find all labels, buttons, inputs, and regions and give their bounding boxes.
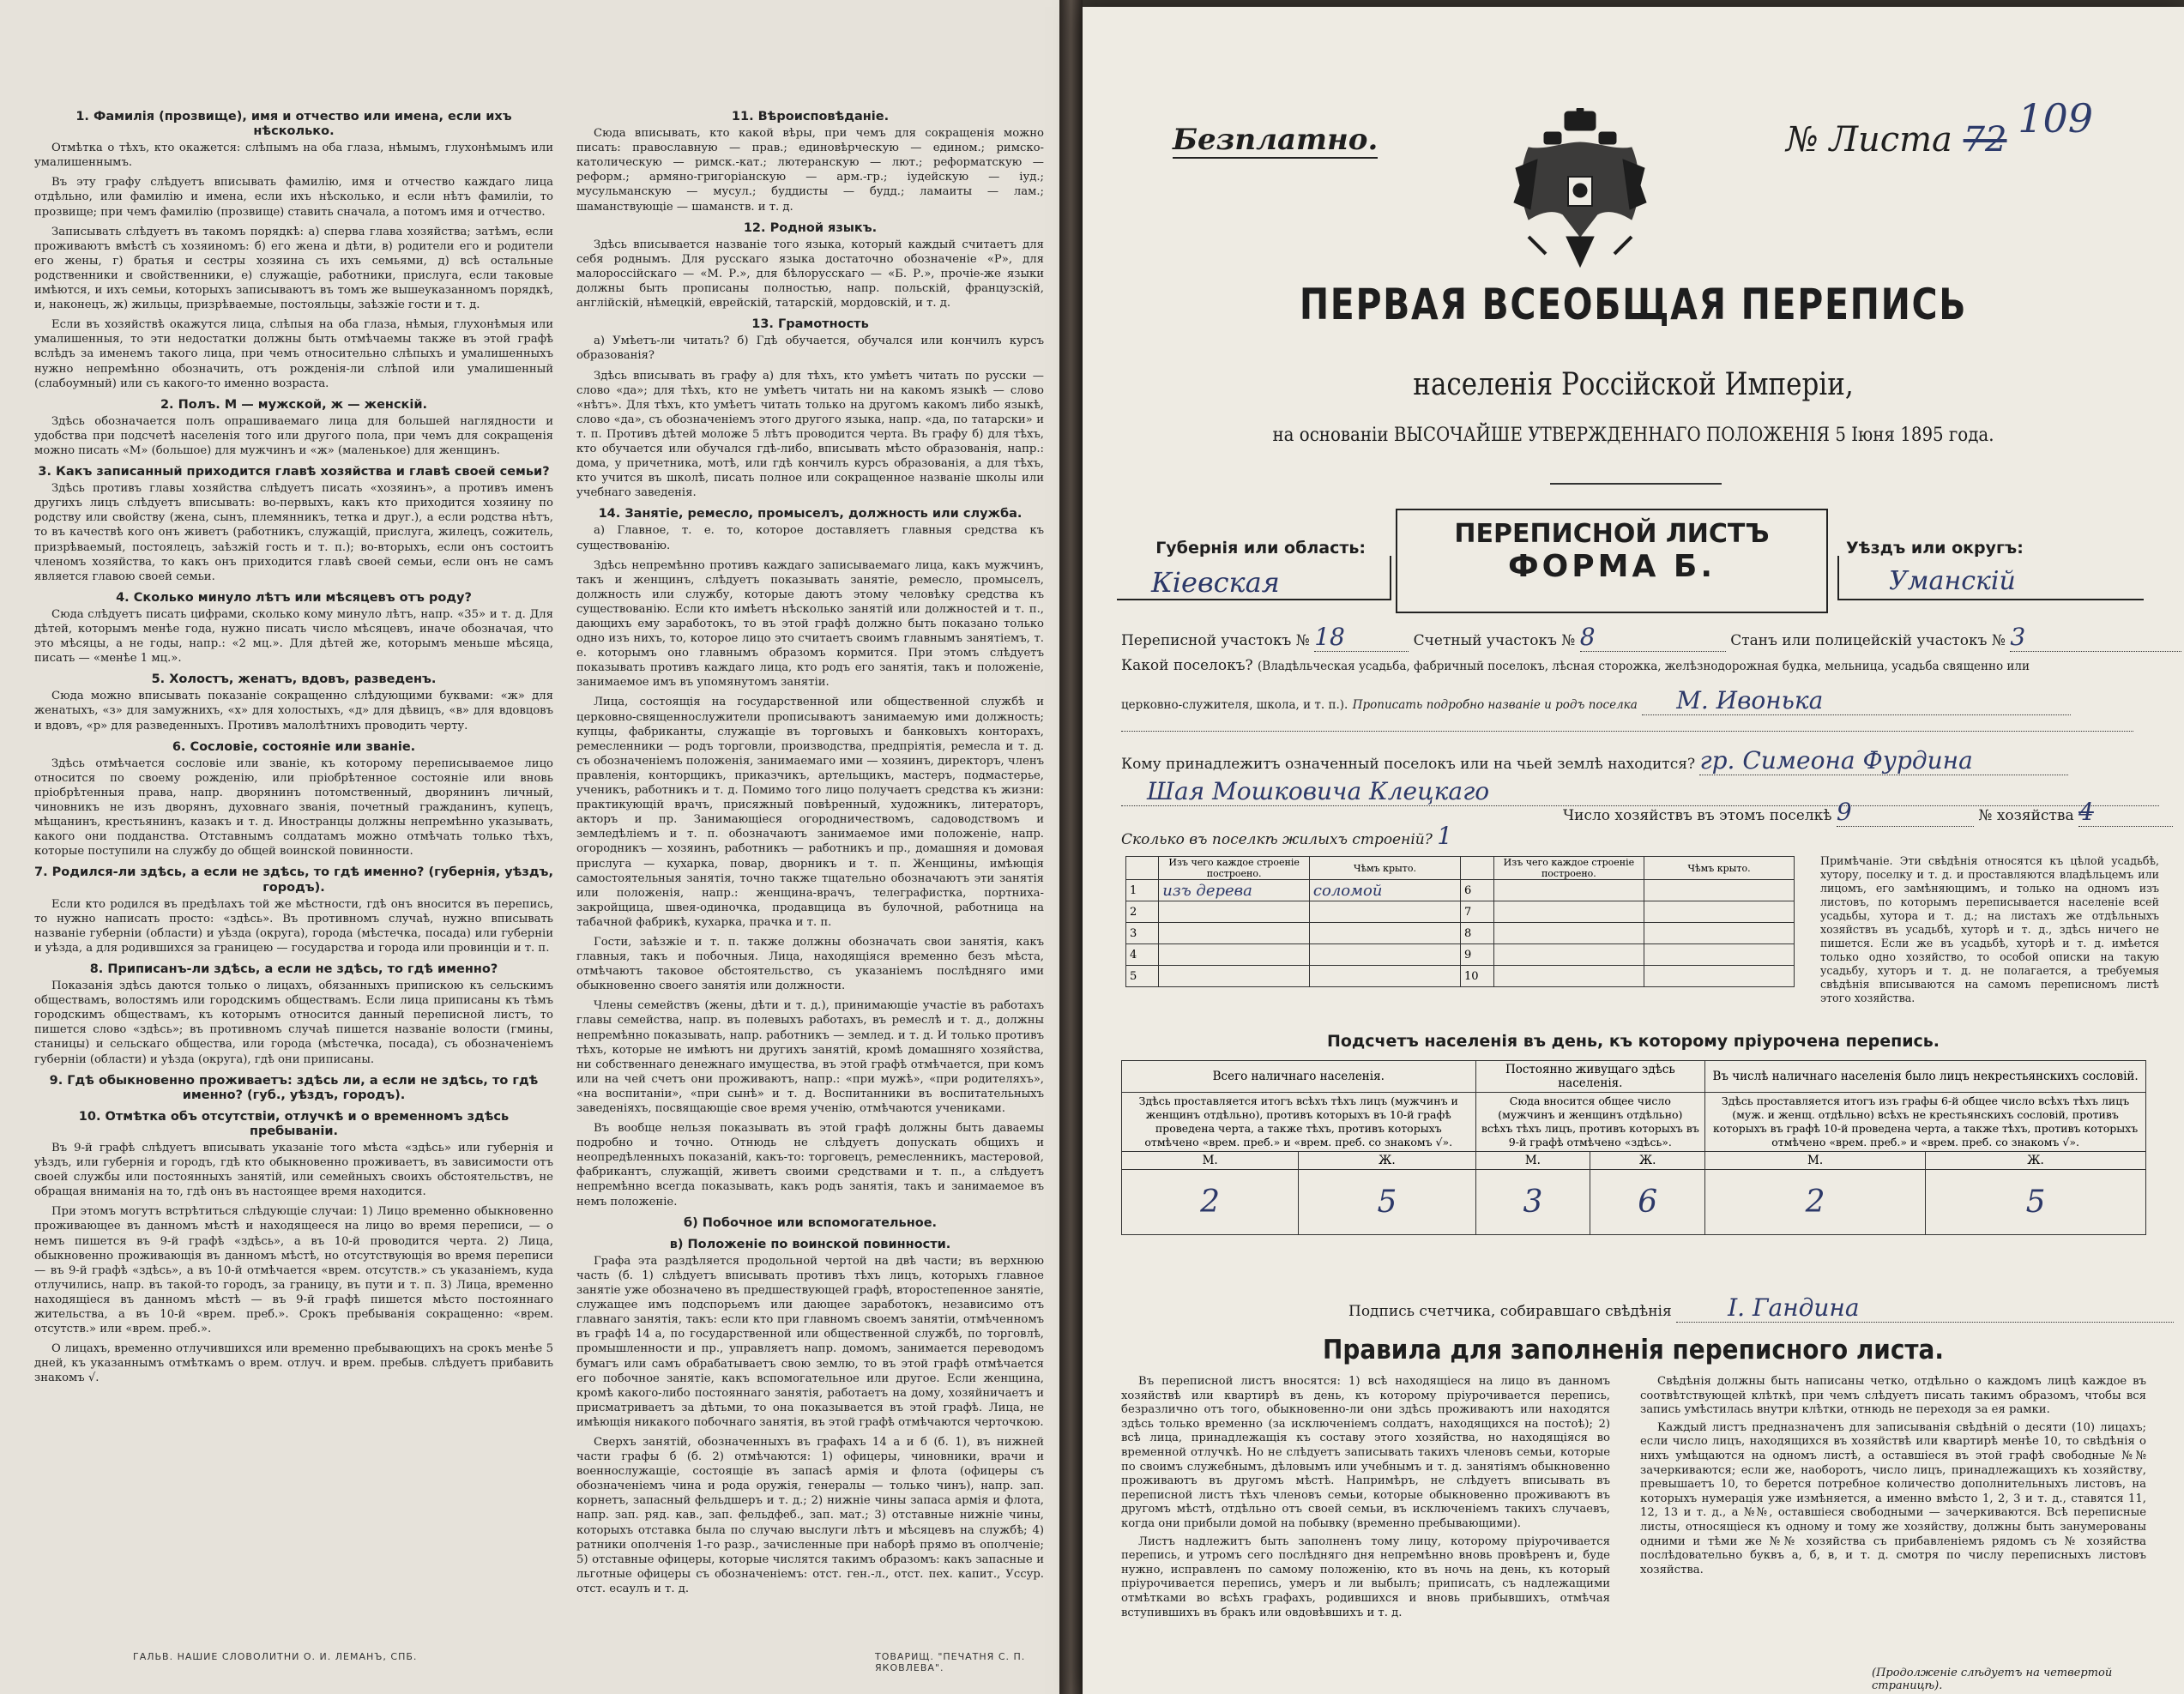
rule-paragraph: Свѣдѣнія должны быть написаны четко, отдѣльно о каждомъ лицѣ каждое въ соотвѣтствующей клѣткѣ, при чемъ слѣдуетъ писать такимъ образомъ, чтобы вся запись умѣстилась внутри клѣтки, отнюдь не переходя за ея рамки. [1640,1375,2146,1417]
paragraph: Сверхъ занятій, обозначенныхъ въ графахъ 14 а и б (б. 1), въ нижней части графы б (б. 2) отмѣчаются: 1) офицеры, чиновники, врачи и военнослужащіе, состоящіе въ запасѣ армія и флота (офицеры съ обозначеніемъ чина и рода оружія, генералы — только чинъ), напр. зап. корнетъ, запасный фельдшеръ и т. д.; 2) нижніе чины запаса армія и флота, напр. зап. ряд. кав., зап. фельдфеб., зап. мат.; 3) отставные нижніе чины, которыхъ отставка была по случаю выслуги лѣтъ и мѣсяцевъ на службѣ; 4) ратники ополченія 1-го разр., зачисленные при наборѣ прямо въ ополченіе; 5) отставные офицеры, которые числятся такимъ образомъ: какъ запасные и льготные офицеры съ обозначеніемъ: отст. ген.-л., отст. пех. капит., Уссур. отст. есаулъ и т. д. [576,1435,1044,1595]
printer-footer-left: ГАЛЬВ. НАШИЕ СЛОВОЛИТНИ О. И. ЛЕМАНЪ, СПБ. [133,1651,418,1662]
section-heading: б) Побочное или вспомогательное. [683,1215,938,1230]
count-permanent-female: 6 [1590,1170,1705,1235]
household-no-value: 4 [2078,798,2173,827]
building-roof: соломой [1309,880,1460,901]
signature-label: Подпись счетчика, собиравшаго свѣдѣнія [1348,1303,1672,1320]
count-desc-permanent: Сюда вносится общее число (мужчинъ и женщинъ отдѣльно) всѣхъ тѣхъ лицъ, противъ которыхъ въ 9-й графѣ отмѣчено «здѣсь». [1475,1093,1705,1152]
rule-paragraph: Листъ надлежитъ быть заполненъ тому лицу, которому пріурочивается перепись, и утромъ сего послѣдняго дня непремѣнно вновь провѣренъ и, буде нужно, исправленъ по самому положенію, кто въ ночь на день, къ который пріурочивается перепись, умеръ и ли выбылъ; приписать, съ надлежащими отмѣтками во всѣхъ графахъ, родившихся и вновь прибывшихъ, отмѣчая вступившихъ въ бракъ или овдовѣвшихъ и т. д. [1121,1534,1610,1619]
building-number-2: 6 [1461,880,1494,901]
paragraph: Отмѣтка о тѣхъ, кто окажется: слѣпымъ на оба глаза, нѣмымъ, глухонѣмымъ или умалишеннымъ. [34,142,553,170]
paragraph: Здѣсь противъ главы хозяйства слѣдуетъ писать «хозяинъ», а противъ именъ другихъ лицъ слѣдуетъ вписывать: во-первыхъ, какъ кто приходится хозяину по родству или свойству (жена, сынъ, племянникъ, тетка и друг.), а если родства нѣтъ, то въ качествѣ кого онъ живетъ (работникъ, служащій, прислуга, жилецъ, сожитель, призрѣваемый, постоялецъ, заѣзжій гость и т. п.); во-вторыхъ, если онъ состоитъ членомъ хозяйства, то какъ онъ приходится главѣ своей семьи, если онъ не самъ является главою своей семьи. [34,482,553,583]
section-heading: 10. Отмѣтка объ отсутствіи, отлучкѣ и о временномъ здѣсь пребываніи. [78,1109,510,1138]
households-value: 9 [1837,798,1974,827]
count-col-f-3: Ж. [1926,1152,2146,1170]
owner-value-2: Шая Мошковича Клецкаго [1121,777,2159,806]
buildings-label: Сколько въ поселкѣ жилыхъ строеній? [1121,831,1433,848]
settlement-blank-line [1121,719,2133,736]
divider [1550,483,1722,485]
buildings-table [1125,856,1795,987]
paragraph: Лица, состоящія на государственной или общественной службѣ и церковно-священнослужители прописываютъ занимаемую ими должность; купцы, фабриканты, служащіе въ торговыхъ и банковыхъ конторахъ, ремесленники — родъ торговли, производства, предпріятія, ремесла и т. д. съ обозначеніемъ положенія, занимаемаго ими — хозяинъ, директоръ, членъ правленія, конторщикъ, приказчикъ, артельщикъ, мастеръ, подмастерье, ученикъ, работникъ и т. д. Помимо того лицо получаетъ средства къ жизни: практикующій врачъ, присяжный повѣренный, художникъ, литераторъ, акторъ и пр. Занимающіеся огородничествомъ, садоводствомъ и земледѣліемъ и т. п. обозначаютъ занимаемое ими положеніе, напр. огородникъ — хозяинъ, работникъ — работникъ и пр., домашняя и домовая прислуга — кухарка, повар, дворникъ и т. п. Женщины, имѣющія самостоятельныя занятія, точно также тщательно обозначаютъ эти занятія или положенія, напр.: женщина-врачъ, телеграфистка, портниха-закройщица, швея-одиночка, продавщица въ булочной, работница на табачной фабрикѣ, кухарка, прачка и т. п. [576,696,1044,929]
households-label: Число хозяйствъ въ этомъ поселкѣ [1563,807,1832,824]
building-material-2 [1493,944,1644,966]
count-district-value: 8 [1580,623,1726,652]
count-header-present: Всего наличнаго населенія. [1122,1061,1476,1093]
building-roof [1309,944,1460,966]
section-heading: 8. Приписанъ-ли здѣсь, а если не здѣсь, то гдѣ именно? [89,962,498,976]
form-variant: ФОРМА Б. [1507,549,1716,584]
printer-footer-right: ТОВАРИЩ. "ПЕЧАТНЯ С. П. ЯКОВЛЕВА". [875,1651,1026,1673]
building-number: 1 [1126,880,1159,901]
building-roof-2 [1644,944,1795,966]
section-heading: 5. Холостъ, женатъ, вдовъ, разведенъ. [151,672,437,687]
paragraph: Въ 9-й графѣ слѣдуетъ вписывать указаніе того мѣста «здѣсь» или губернія и уѣздъ, или губернія и городъ, гдѣ кто обыкновенно проживаетъ, въ зависимости отъ своей службы или постоянныхъ занятій, или семейныхъ своихъ обстоятельствъ, не обращая вниманія на то, гдѣ онъ въ настоящее время находится. [34,1142,553,1199]
paragraph: Если въ хозяйствѣ окажутся лица, слѣпыя на оба глаза, нѣмыя, глухонѣмыя или умалишенныя, то эти недостатки должны быть отмѣчаемы также въ этой графѣ вслѣдъ за именемъ такого лица, при чемъ относительно слѣпыхъ и умалишенныхъ нужно непремѣнно обозначить, отъ рожденія-ли слѣпой или умалишенный (слабоумный) или съ какого-то именно возраста. [34,318,553,390]
building-material: изъ дерева [1159,880,1310,901]
building-number-2: 9 [1461,944,1494,966]
building-roof [1309,923,1460,944]
sheet-number-label: № Листа [1786,120,1952,160]
building-material [1159,901,1310,923]
owner-line [1121,746,2068,775]
sheet-number-value: 109 [2018,95,2094,142]
paragraph: При этомъ могутъ встрѣтиться слѣдующіе случаи: 1) Лицо временно обыкновенно проживающее въ данномъ мѣстѣ и находящееся на лицо во время переписи, — о немъ пишется въ 9-й графѣ «здѣсь», а въ 10-й проводится черта. 2) Лица, обыкновенно проживающія въ данномъ мѣстѣ, но отсутствующія во время переписи — въ 9-й графѣ «здѣсь», а въ 10-й отмѣчается «врем. отсутств.» съ указаніемъ, куда отлучились, напр. въ такой-то городъ, за границу, въ пути и т. п. 3) Лица, временно находящіеся въ данномъ мѣстѣ — въ 9-й графѣ пишется мѣсто постояннаго жительства, а въ 10-й «врем. преб.». Срокъ пребыванія сокращенно: «врем. отсутств.» или «врем. преб.». [34,1205,553,1336]
building-number: 5 [1126,966,1159,987]
gubernia-label: Губернія или область: [1155,539,1366,558]
section-heading: 7. Родился-ли здѣсь, а если не здѣсь, то гдѣ именно? (губернія, уѣздъ, городъ). [34,865,553,895]
paragraph: Показанія здѣсь даются только о лицахъ, обязанныхъ припискою къ сельскимъ обществамъ, волостямъ или городскимъ обществамъ. Если лица приписаны къ тѣмъ городскимъ обществамъ, къ которымъ относится данный переписной листъ, то пишется слово «здѣсь»; въ противномъ случаѣ пишется названіе волости (гмины, станицы) и сельскаго общества, или города (мѣстечка, посада), съ обозначеніемъ губерніи (области) и уѣзда (округа), гдѣ они приписаны. [34,980,553,1066]
paragraph: Здѣсь вписывать въ графу а) для тѣхъ, кто умѣетъ читать по русски — слово «да»; для тѣхъ, кто не умѣетъ читать ни на какомъ языкѣ — слово «нѣтъ». Для тѣхъ, кто умѣетъ читать только на другомъ какомъ либо языкѣ, слово «да», съ обозначеніемъ этого другого языка, напр. «да, по татарски» и т. п. Противъ дѣтей моложе 5 лѣтъ проводится черта. Въ графу б) для тѣхъ, кто обучается или обучался гдѣ-либо, вписывать мѣсто образованія, напр.: дома, у причетника, мотѣ, или гдѣ кончилъ курсъ образованія, а для тѣхъ, кто учится въ школѣ, писать полное или сокращенное названіе школы или учебнаго заведенія. [576,369,1044,500]
count-col-m-1: М. [1122,1152,1299,1170]
enumerator-signature: І. Гандина [1676,1293,2174,1323]
settlement-hint-1: (Владѣльческая усадьба, фабричный поселокъ, лѣсная сторожка, желѣзнодорожная будка, мельница, усадьба священно или [1258,660,2030,673]
section-heading: 2. Полъ. М — мужской, ж — женскій. [160,397,428,412]
building-row [1126,944,1795,966]
building-number-2: 8 [1461,923,1494,944]
free-label: Безплатно. [1173,123,1379,157]
paragraph: Въ вообще нельзя показывать въ этой графѣ должны быть даваемы подробно и точно. Отнюдь не слѣдуетъ допускать общихъ и неопредѣленныхъ показаній, какъ-то: торговецъ, ремесленникъ, мастеровой, фабрикантъ, служащій, живетъ своими средствами и т. п., а слѣдуетъ непремѣнно всегда показывать, какъ родъ занятія, такъ и занимаемое въ немъ положеніе. [576,1122,1044,1209]
section-heading: в) Положеніе по воинской повинности. [669,1237,951,1251]
paragraph: Члены семействъ (жены, дѣти и т. д.), принимающіе участіе въ работахъ главы семейства, напр. въ полевыхъ работахъ, въ ремеслѣ и т. д., должны непремѣнно показывать, напр. работникъ — землед. и т. д. И только противъ тѣхъ, которые не имѣютъ ни другихъ занятій, кромѣ домашняго хозяйства, ни собственнаго денежнаго имущества, въ этой графѣ отмѣчается, при комъ или на чей счетъ они проживаютъ, напр.: «при мужѣ», «при родителяхъ», «на воспитаніи», «при сынѣ» и т. д. Воспитанники въ воспитательныхъ заведеніяхъ, посвящающіе свое время ученію, отмѣчаются учениками. [576,999,1044,1115]
count-header-permanent: Постоянно живущаго здѣсь населенія. [1475,1061,1705,1093]
left-column-a [34,103,553,1391]
settlement-line-2 [1121,686,2071,715]
continued-note: (Продолженіе слѣдуетъ на четвертой страницѣ). [1872,1667,2113,1692]
section-heading: 9. Гдѣ обыкновенно проживаетъ: здѣсь ли, а если не здѣсь, то гдѣ именно? (губ., уѣздъ, городъ). [49,1073,539,1102]
document-basis: на основаніи ВЫСОЧАЙШЕ УТВЕРЖДЕННАГО ПОЛОЖЕНІЯ 5 Іюня 1895 года. [1272,425,1994,446]
count-permanent-male: 3 [1475,1170,1590,1235]
district-label: Переписной участокъ № [1121,632,1310,649]
build-header-material: Изъ чего каждое строеніе построено. [1159,857,1310,880]
section-heading: 12. Родной языкъ. [743,220,878,235]
rules-title: Правила для заполненія переписного листа. [1323,1335,1944,1365]
building-material-2 [1493,966,1644,987]
paragraph: а) Главное, т. е. то, которое доставляетъ главныя средства къ существованію. [576,524,1044,552]
settlement-hint-3: Прописать подробно названіе и родъ поселка [1352,698,1638,712]
settlement-hint-2: церковно-служителя, школа, и т. п.). [1121,698,1348,712]
paragraph: Здѣсь отмѣчается сословіе или званіе, къ которому перепиcываемое лицо относится по своему рожденію, или пріобрѣтенное состояніе или вновь пріобрѣтенныя права, напр. дворянинъ потомственный, дворянинъ личный, чиновникъ не изъ дворянъ, духовнаго званія, почетный гражданинъ, купецъ, мѣщанинъ, крестьянинъ, казакъ и т. д. Иностранцы должны непремѣнно указывать, какого они подданства. Отставнымъ солдатамъ можно отмѣчать только тѣхъ, которые поступили на службу до общей воинской повинности. [34,757,553,859]
count-present-female: 5 [1299,1170,1475,1235]
paragraph: Сюда можно вписывать показаніе сокращенно слѣдующими буквами: «ж» для женатыхъ, «з» для замужнихъ, «х» для холостыхъ, «д» для дѣвицъ, «в» для вдовцовъ и вдовъ, «р» для разведенныхъ. Противъ малолѣтнихъ проводить черту. [34,690,553,732]
building-roof-2 [1644,966,1795,987]
paragraph: Сюда слѣдуетъ писать цифрами, сколько кому минуло лѣтъ, напр. «35» и т. д. Для дѣтей, которымъ менѣе года, нужно писать число мѣсяцевъ, иначе обозначая, что это мѣсяцы, а не годы, напр.: «2 мц.». Для дѣтей же, которымъ меньше мѣсяца, писать — «менѣе 1 мц.». [34,607,553,666]
right-page [1083,7,2184,1694]
count-col-m-2: М. [1475,1152,1590,1170]
build-header-roof-2: Чѣмъ крыто. [1644,857,1795,880]
document-subtitle: населенія Россійской Имперіи, [1413,367,1854,402]
count-desc-present: Здѣсь проставляется итогъ всѣхъ тѣхъ лицъ (мужчинъ и женщинъ отдѣльно), противъ которыхъ въ 10-й графѣ проведена черта, а также тѣхъ, противъ которыхъ отмѣчено «врем. преб.» и «врем. преб. со знакомъ √». [1122,1093,1476,1152]
count-district-label: Счетный участокъ № [1413,632,1576,649]
count-col-f-2: Ж. [1590,1152,1705,1170]
rule-paragraph: Каждый листъ предназначенъ для записыванія свѣдѣній о десяти (10) лицахъ; если число лицъ, находящихся въ хозяйствѣ или квартирѣ менѣе 10, то свѣдѣнія о нихъ умѣщаются на одномъ листѣ, а оставшіеся въ этой графѣ свободные №№ зачеркиваются; если же, наоборотъ, число лицъ, принадлежащихъ къ хозяйству, превышаетъ 10, то берется потребное количество дополнительныхъ листовъ, на которыхъ нумерація уже измѣняется, а именно вмѣсто 1, 2, 3 и т. д., ставятся 11, 12, 13 и т. д., а №№, оставшіеся свободными — зачеркиваются. Всѣ переписные листы, относящіеся къ одному и тому же хозяйству, должны быть занумерованы одними и тѣми же №№ хозяйства съ прибавленіемъ рядомъ съ № хозяйства послѣдовательно буквъ а, б, в, и т. д. смотря по числу переписныхъ листовъ хозяйства. [1640,1420,2146,1576]
gubernia-value: Кіевская [1151,566,1280,599]
paragraph: Здѣсь обозначается полъ опрашиваемаго лица для большей наглядности и удобства при подсчетѣ населенія того или другого пола, при чемъ для сокращенія можно писать «М» (большое) для мужчинъ и «ж» (маленькое) для женщинъ. [34,414,553,457]
building-number: 3 [1126,923,1159,944]
building-roof [1309,966,1460,987]
building-row [1126,923,1795,944]
paragraph: а) Умѣетъ-ли читать? б) Гдѣ обучается, обучался или кончилъ курсъ образованія? [576,335,1044,363]
owner-label: Кому принадлежитъ означенный поселокъ или на чьей землѣ находится? [1121,756,1696,773]
building-number-2: 7 [1461,901,1494,923]
section-heading: 11. Вѣроисповѣданіе. [731,110,890,124]
district-value: 18 [1314,623,1409,652]
owner-value-1: гр. Симеона Фурдина [1699,746,2068,775]
paragraph: Графа эта раздѣляется продольной чертой на двѣ части; въ верхнюю часть (б. 1) слѣдуетъ вписывать противъ тѣхъ лицъ, которыхъ главное занятіе уже обозначено въ предшествующей графѣ, второстепенное занятіе, служащее имъ подспорьемъ или дающее заработокъ, независимо отъ главнаго занятія, такъ: если кто при главномъ своемъ занятіи, отмѣченномъ въ графѣ 14 а, по государственной или общественной службѣ, по торговлѣ, промышленности и пр., управляетъ напр. домомъ, занимается переводомъ бумагъ или самъ обрабатываетъ свою землю, то въ этой графѣ отмѣчается его побочное занятіе, какъ вспомогательное или другое. Если женщина, кромѣ какого-либо постояннаго занятія, работаетъ на дому, хозяйничаетъ и присматриваетъ за дѣтьми, то она показывается въ этой графѣ. Лица, не имѣющія никакого побочнаго занятія, въ этой графѣ отмѣчаются черточкою. [576,1254,1044,1429]
population-count-table [1121,1060,2146,1235]
count-desc-non-peasant: Здѣсь проставляется итогъ изъ графы 6-й общее число всѣхъ тѣхъ лицъ (муж. и женщ. отдѣльно) всѣхъ не крестьянскихъ сословій, противъ которыхъ въ графѣ 10-й проведена черта, а также тѣхъ, противъ которыхъ отмѣчено «врем. преб.» и «врем. преб. со знакомъ √». [1705,1093,2146,1152]
left-page [0,0,1059,1694]
building-roof-2 [1644,901,1795,923]
form-box [1396,509,1828,613]
settlement-line [1121,657,2030,674]
building-row [1126,901,1795,923]
rules-column-b [1640,1375,2146,1581]
uezd-label: Уѣздъ или округъ: [1846,539,2024,558]
building-roof [1309,901,1460,923]
building-material [1159,923,1310,944]
building-material-2 [1493,901,1644,923]
paragraph: Записывать слѣдуетъ въ такомъ порядкѣ: а) сперва глава хозяйства; затѣмъ, если проживаютъ вмѣстѣ съ хозяиномъ: б) его жена и дѣти, в) родители его и родители его жены, г) братья и сестры хозяина съ ихъ семьями, д) всѣ остальные родственники и свойственники, е) служащіе, работники, прислуга, если таковые имѣются, и ихъ семьи, которыхъ записываютъ въ томъ же вышеуказанномъ порядкѣ, и, наконецъ, ж) жильцы, призрѣваемые, постояльцы, заѣзжіе гости и т. д. [34,225,553,312]
count-col-m-3: М. [1705,1152,1926,1170]
section-heading: 1. Фамилія (прозвище), имя и отчество или имена, если ихъ нѣсколько. [75,110,512,139]
uezd-value: Уманскій [1889,566,2016,596]
rule-paragraph: Въ переписной листъ вносятся: 1) всѣ находящіеся на лицо въ данномъ хозяйствѣ или квартирѣ въ день, къ которому пріурочивается перепись, безразлично отъ того, обыкновенно-ли они здѣсь проживаютъ или находятся здѣсь только временно (за исключеніемъ солдатъ, находящихся на постоѣ); 2) всѣ лица, принадлежащія къ составу этого хозяйства, но находящіяся во временной отлучкѣ. Но не слѣдуетъ записывать такихъ членовъ семьи, которые по своимъ служебнымъ, дѣловымъ или учебнымъ и т. д. занятіямъ обыкновенно проживаютъ въ другомъ мѣстѣ. Напримѣръ, не слѣдуетъ вписывать въ переписной листъ тѣхъ членовъ семьи, которые обыкновенно проживаютъ въ другомъ мѣстѣ, отдѣльно отъ своей семьи, въ исключеніемъ такихъ случаевъ, когда они прибыли домой на побывку (временно пребывающими). [1121,1375,1610,1530]
section-heading: 13. Грамотность [751,317,869,332]
population-count-title: Подсчетъ населенія въ день, къ которому пріурочена перепись. [1326,1032,1940,1051]
build-header-material-2: Изъ чего каждое строеніе построено. [1493,857,1644,880]
section-heading: 3. Какъ записанный приходится главѣ хозяйства и главѣ своей семьи? [38,465,550,479]
form-title: ПЕРЕПИСНОЙ ЛИСТЪ [1454,519,1770,549]
sheet-number [1786,95,2094,160]
settlement-value: М. Ивонька [1642,686,2071,715]
count-col-f-1: Ж. [1299,1152,1475,1170]
building-number: 4 [1126,944,1159,966]
document-title: ПЕРВАЯ ВСЕОБЩАЯ ПЕРЕПИСЬ [1299,280,1968,329]
household-no-label: № хозяйства [1978,807,2074,824]
paragraph: Въ эту графу слѣдуетъ вписывать фамилію, имя и отчество каждаго лица отдѣльно, или фамилію и имена, если ихъ нѣсколько, и если нѣтъ фамиліи, то прозвище; при чемъ фамилію (прозвище) ставить сначала, а потомъ имя и отчество. [34,176,553,219]
count-nonpeasant-female: 5 [1926,1170,2146,1235]
building-material [1159,944,1310,966]
buildings-note: Примѣчаніе. Эти свѣдѣнія относятся къ цѣлой усадьбѣ, хутору, поселку и т. д. и проставляются владѣльцемъ или лицомъ, его замѣняющимъ, и только на одномъ изъ листовъ, по которымъ переписывается населеніе всей усадьбы, хутора и т. д.; на листахъ же отдѣльныхъ хозяйствъ въ усадьбѣ, хуторѣ и т. д., здѣсь ничего не пишется. Если же въ усадьбѣ, хуторѣ и т. д. имѣется только одно хозяйство, то особой описки на такую усадьбу, хуторъ и т. д. не полагается, а требуемыя свѣдѣнія вписываются на самомъ переписномъ листѣ этого хозяйства. [1820,854,2159,1004]
building-roof-2 [1644,880,1795,901]
buildings-value: 1 [1437,822,1453,850]
paragraph: Здѣсь непремѣнно противъ каждаго записываемаго лица, какъ мужчинъ, такъ и женщинъ, слѣдуетъ показывать занятіе, ремесло, промыселъ, должность или службу, которые даютъ этому человѣку средства къ существованію. Если кто имѣетъ нѣсколько занятій или должностей и т. п., дающихъ ему заработокъ, то въ этой графѣ должно быть показано только одно изъ нихъ, то, которое лицо это считаетъ своимъ главнымъ занятіемъ, т. е. которымъ оно главнымъ образомъ кормится. При этомъ слѣдуетъ показывать противъ каждаго лица, кто родъ его занятія, такъ и положеніе, занимаемое имъ въ упомянутомъ занятіи. [576,558,1044,690]
building-material [1159,966,1310,987]
section-heading: 4. Сколько минуло лѣтъ или мѣсяцевъ отъ роду? [116,590,472,605]
rules-column-a [1121,1375,1610,1624]
section-heading: 14. Занятіе, ремесло, промыселъ, должность или служба. [598,507,1023,521]
paragraph: Гости, заѣзжіе и т. п. также должны обозначать свои занятія, какъ главныя, такъ и побочныя. Лица, находящіяся временно безъ мѣста, отмѣчаютъ таковое обстоятельство, съ указаніемъ послѣдняго ими обыкновенно своего занятія или должности. [576,935,1044,993]
paragraph: Здѣсь вписывается названіе того языка, который каждый считаетъ для себя роднымъ. Для русскаго языка достаточно обозначеніе «Р», для малороссійскаго — «М. Р.», для бѣлорусскаго — «Б. Р.», прочіе-же языки должны быть прописаны полностью, напр. польскій, французскій, англійскій, нѣмецкій, еврейскій, татарскій, мордовскій, и т. д. [576,238,1044,310]
left-column-b [576,103,1044,1601]
building-material-2 [1493,923,1644,944]
district-line [1121,623,2181,652]
paragraph: О лицахъ, временно отлучившихся или временно пребывающихъ на срокъ менѣе 5 дней, къ указаннымъ отмѣткамъ о врем. отлуч. и врем. пребыв. слѣдуетъ прибавить знакомъ √. [34,1342,553,1385]
paragraph: Сюда вписывать, кто какой вѣры, при чемъ для сокращенія можно писать: православную — прав.; единовѣрческую — едином.; римско-католическую — римск.-кат.; лютеранскую — лют.; реформатскую — реформ.; армяно-григоріанскую — арм.-гр.; іудейскую — іуд.; мусульманскую — мусул.; буддисты — будд.; ламаиты — лам.; шаманствующіе — шаманств. и т. д. [576,127,1044,214]
building-number: 2 [1126,901,1159,923]
buildings-line [1121,822,1452,850]
paragraph: Если кто родился въ предѣлахъ той же мѣстности, гдѣ онъ вносится въ перепись, то нужно написать просто: «здѣсь». Въ противномъ случаѣ, нужно вписывать названіе губерніи (области) и уѣзда (округа), города (мѣстечка, посада) или губерніи и уѣзда, а для родившихся за границею — государства и города или провинціи и т. п. [34,897,553,955]
settlement-label: Какой поселокъ? [1121,657,1253,674]
stan-value: 3 [2010,623,2181,652]
count-present-male: 2 [1122,1170,1299,1235]
count-header-non-peasant: Въ числѣ наличнаго населенія было лицъ некрестьянскихъ сословій. [1705,1061,2146,1093]
building-material-2 [1493,880,1644,901]
imperial-eagle-icon [1511,108,1649,271]
building-row [1126,880,1795,901]
building-roof-2 [1644,923,1795,944]
stan-label: Станъ или полицейскій участокъ № [1730,632,2006,649]
households-line [1563,798,2173,827]
building-row [1126,966,1795,987]
build-header-roof: Чѣмъ крыто. [1309,857,1460,880]
book-spine [1059,0,1083,1694]
enumerator-signature-line [1348,1293,2174,1323]
sheet-number-old: 72 [1963,120,2007,160]
building-number-2: 10 [1461,966,1494,987]
count-nonpeasant-male: 2 [1705,1170,1926,1235]
section-heading: 6. Сословіе, состояніе или званіе. [172,739,416,754]
